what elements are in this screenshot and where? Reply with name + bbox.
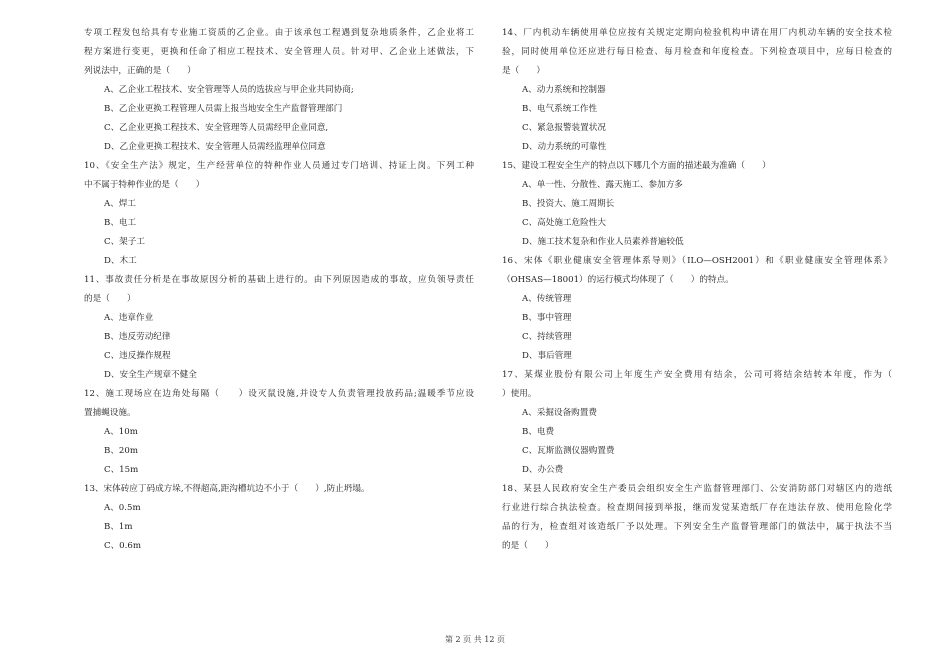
page-footer: 第 2 页 共 12 页 [445, 635, 505, 644]
answer-option: C、0.6m [104, 541, 141, 551]
answer-option: C、架子工 [104, 237, 145, 247]
question-text-continued: 验，同时使用单位还应进行每日检查、每月检查和年度检查。下列检查项目中，应每日检查的 [502, 47, 892, 57]
question-text-continued: 品的行为，检查组对该造纸厂予以处理。下列安全生产监督管理部门的做法中，属于执法不当 [502, 522, 892, 532]
answer-option: B、电工 [104, 218, 137, 228]
question-text: 10、《安全生产法》规定，生产经营单位的特种作业人员通过专门培训、持证上岗。下列工种 [84, 161, 474, 171]
question-text: 14、厂内机动车辆使用单位应按有关规定定期向检验机构申请在用厂内机动车辆的安全技术检 [502, 28, 892, 38]
question-text: 17、某煤业股份有限公司上年度生产安全费用有结余，公司可将结余结转本年度，作为（ [502, 370, 892, 380]
answer-option: A、单一性、分散性、露天施工、参加方多 [522, 180, 683, 190]
question-text: 13、宋体砖应丁码成方垛,不得超高,距沟槽坑边不小于（ ）,防止坍塌。 [84, 484, 370, 494]
answer-option: B、违反劳动纪律 [104, 332, 171, 342]
answer-option: C、违反操作规程 [104, 351, 171, 361]
answer-option: A、传统管理 [522, 294, 572, 304]
question-text: 15、建设工程安全生产的特点以下哪几个方面的描述最为准确（ ） [502, 161, 771, 171]
answer-option: B、1m [104, 522, 133, 532]
answer-option: D、动力系统的可靠性 [522, 142, 607, 152]
question-text-continued: 程方案进行变更，更换和任命了相应工程技术、安全管理人员。针对甲、乙企业上述做法，下 [84, 47, 474, 57]
answer-option: A、0.5m [104, 503, 141, 513]
answer-option: D、乙企业更换工程技术、安全管理人员需经监理单位同意 [104, 142, 326, 152]
answer-option: D、木工 [104, 256, 137, 266]
answer-option: A、10m [104, 427, 138, 437]
question-text-continued: ）使用。 [502, 389, 537, 399]
answer-option: C、乙企业更换工程技术、安全管理等人员需经甲企业同意, [104, 123, 329, 133]
answer-option: A、采掘设备购置费 [522, 408, 597, 418]
right-column [502, 24, 892, 556]
answer-option: B、电气系统工作性 [522, 104, 598, 114]
answer-option: A、乙企业工程技术、安全管理等人员的选拔应与甲企业共同协商; [104, 85, 354, 95]
answer-option: D、事后管理 [522, 351, 572, 361]
answer-option: B、电费 [522, 427, 555, 437]
answer-option: A、违章作业 [104, 313, 154, 323]
answer-option: B、投资大、施工周期长 [522, 199, 615, 209]
question-text-continued: 的是（ ） [84, 294, 136, 304]
answer-option: A、焊工 [104, 199, 136, 209]
answer-option: C、持续管理 [522, 332, 572, 342]
question-text-continued: 的是（ ） [502, 541, 554, 551]
answer-option: D、安全生产规章不健全 [104, 370, 197, 380]
question-text-continued: 中不属于特种作业的是（ ） [84, 180, 205, 190]
question-text-continued: （OHSAS—18001）的运行模式均体现了（ ）的特点。 [502, 275, 734, 285]
answer-option: B、事中管理 [522, 313, 572, 323]
answer-option: C、15m [104, 465, 139, 475]
question-text-continued: 行业进行综合执法检查。检查期间接到举报，继而发觉某造纸厂存在违法存放、使用危险化学 [502, 503, 892, 513]
answer-option: B、20m [104, 446, 138, 456]
answer-option: D、办公费 [522, 465, 564, 475]
answer-option: C、紧急报警装置状况 [522, 123, 606, 133]
question-text: 12、施工现场应在边角处每隔（ ）设灭鼠设施,并设专人负责管理投放药品;温暖季节应设 [84, 389, 474, 399]
answer-option: C、高处施工危险性大 [522, 218, 606, 228]
answer-option: C、瓦斯监测仪器购置费 [522, 446, 615, 456]
answer-option: D、施工技术复杂和作业人员素养普遍较低 [522, 237, 684, 247]
question-text: 11、事故责任分析是在事故原因分析的基础上进行的。由下列原因造成的事故，应负领导责任 [84, 275, 474, 285]
question-text-continued: 列说法中，正确的是（ ） [84, 66, 196, 76]
question-text: 18、某县人民政府安全生产委员会组织安全生产监督管理部门、公安消防部门对辖区内的造纸 [502, 484, 892, 494]
question-text: 16、宋体《职业健康安全管理体系导则》（ILO—OSH2001）和《职业健康安全管理体系》 [502, 256, 892, 266]
left-column [84, 24, 474, 556]
question-text-continued: 专项工程发包给具有专业施工资质的乙企业。由于该承包工程遇到复杂地质条件，乙企业将工 [84, 28, 474, 38]
question-text-continued: 置捕蝇设施。 [84, 408, 136, 418]
answer-option: A、动力系统和控制器 [522, 85, 606, 95]
answer-option: B、乙企业更换工程管理人员需上报当地安全生产监督管理部门 [104, 104, 343, 114]
question-text-continued: 是（ ） [502, 66, 545, 76]
